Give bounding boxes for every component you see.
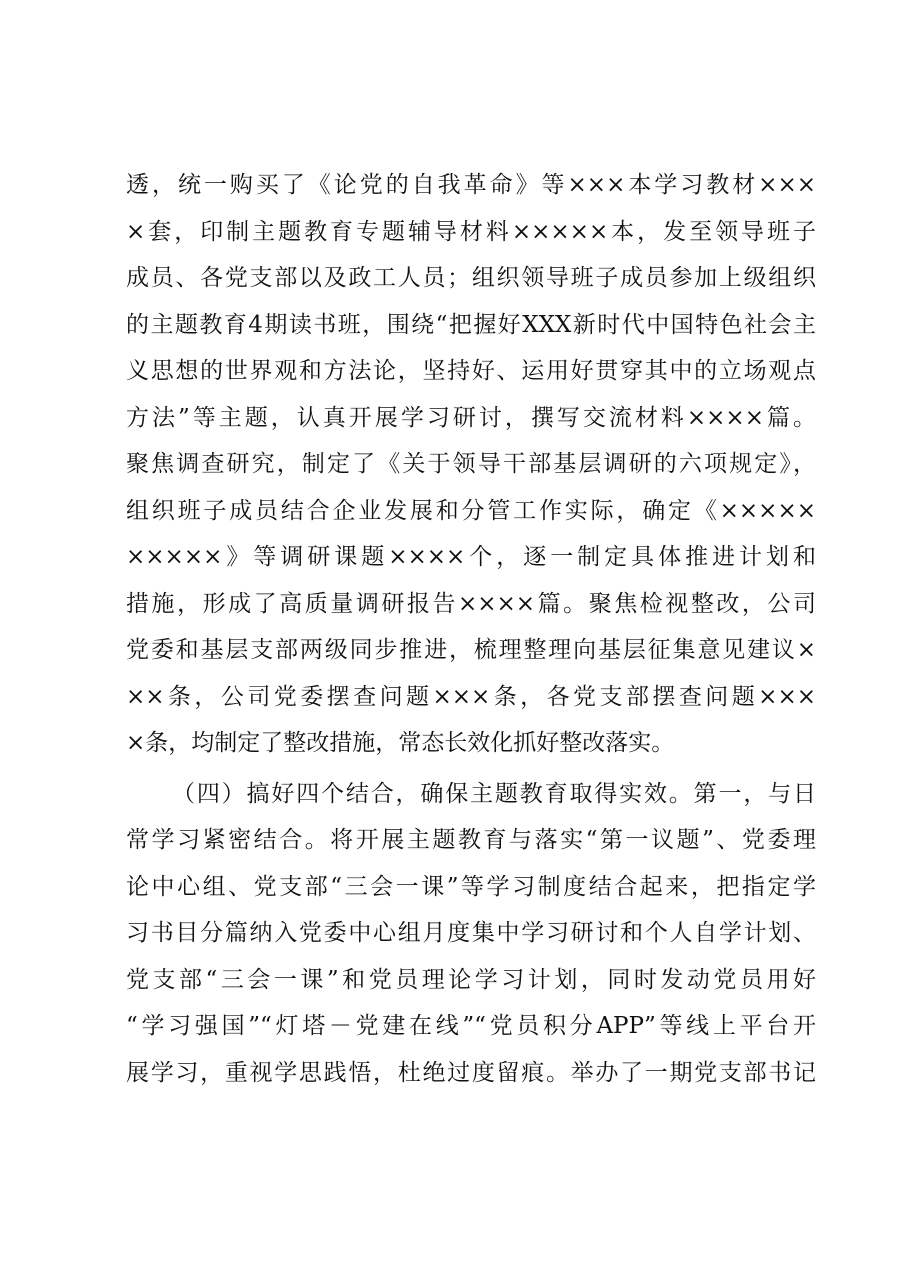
- text-line: ×条，均制定了整改措施，常态长效化抓好整改落实。: [126, 730, 675, 756]
- text-line: 方法”等主题，认真开展学习研讨，撰写交流材料××××篇。: [126, 404, 816, 431]
- text-line: 成员、各党支部以及政工人员；组织领导班子成员参加上级组织: [126, 265, 816, 291]
- text-line: 义思想的世界观和方法论，坚持好、运用好贯穿其中的立场观点: [126, 358, 816, 384]
- paragraph-1: [126, 162, 816, 767]
- body-text: [126, 162, 816, 1096]
- text-line: ×套，印制主题教育专题辅导材料×××××本，发至领导班子: [126, 218, 816, 245]
- text-line: ×××××》等调研课题××××个，逐一制定具体推进计划和: [126, 544, 816, 570]
- section-heading-line: （四）搞好四个结合，确保主题教育取得实效。第一，与日: [172, 780, 816, 807]
- text-line: 组织班子成员结合企业发展和分管工作实际，确定《×××××: [126, 497, 816, 524]
- text-line: 习书目分篇纳入党委中心组月度集中学习研讨和个人自学计划、: [126, 920, 816, 946]
- text-line: 的主题教育4期读书班，围绕“把握好XXX新时代中国特色社会主: [126, 311, 816, 338]
- text-line: 展学习，重视学思践悟，杜绝过度留痕。举办了一期党支部书记: [126, 1059, 816, 1086]
- text-line: 透，统一购买了《论党的自我革命》等×××本学习教材×××: [126, 172, 816, 198]
- text-line: 聚焦调查研究，制定了《关于领导干部基层调研的六项规定》，: [126, 451, 816, 477]
- text-line: 措施，形成了高质量调研报告××××篇。聚焦检视整改，公司: [126, 590, 816, 617]
- paragraph-2: [126, 771, 816, 1097]
- text-line: 常学习紧密结合。将开展主题教育与落实“第一议题”、党委理: [126, 827, 816, 853]
- text-line: ××条，公司党委摆查问题×××条，各党支部摆查问题×××: [126, 683, 816, 710]
- text-line: “学习强国”“灯塔－党建在线”“党员积分APP”等线上平台开: [126, 1013, 816, 1039]
- text-line: 党委和基层支部两级同步推进，梳理整理向基层征集意见建议×: [126, 637, 816, 663]
- text-line: 党支部“三会一课”和党员理论学习计划，同时发动党员用好: [126, 966, 816, 993]
- text-line: 论中心组、党支部“三会一课”等学习制度结合起来，把指定学: [126, 873, 816, 900]
